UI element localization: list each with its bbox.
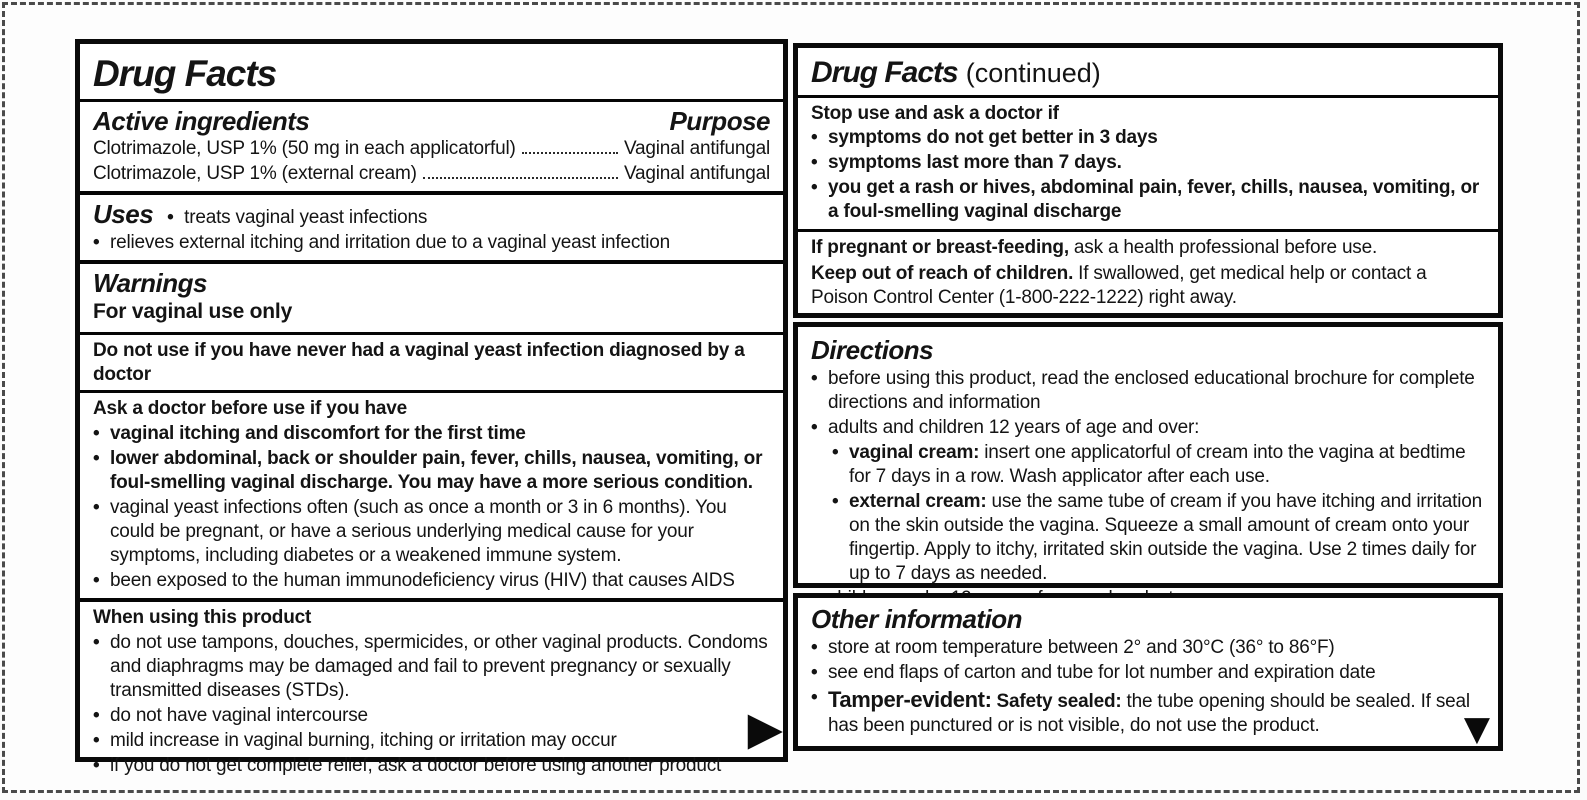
ask-doctor-bullet: • been exposed to the human immunodeficiency virus (HIV) that causes AIDS (93, 569, 770, 593)
directions-sub-bullet: • vaginal cream: insert one applicatorful of cream into the vagina at bedtime for 7 days in a row. Wash applicator after each use. (832, 441, 1485, 489)
warnings-subheading: For vaginal use only (93, 300, 293, 324)
ingredient-purpose: Vaginal antifungal (623, 163, 770, 185)
pregnancy-section (798, 232, 1498, 314)
uses-section (80, 195, 783, 260)
ingredient-name: Clotrimazole, USP 1% (external cream) (93, 163, 417, 185)
other-information-heading: Other information (811, 604, 1023, 634)
panel-title: Drug Facts (93, 53, 277, 94)
when-using-bullet: • do not use tampons, douches, spermicides, or other vaginal products. Condoms and diaphragms may be damaged and fail to prevent pregnancy or sexually transmitted diseases (STDs). (93, 631, 770, 703)
active-ingredients-heading: Active ingredients (93, 106, 310, 137)
continue-right-arrow-icon: ▶ (747, 701, 783, 755)
coupon-cut-border (2, 2, 1580, 793)
tamper-evident-bullet: • Tamper-evident: Safety sealed: the tube opening should be sealed. If seal has been punctured or is not visible, do not use the product. (811, 686, 1485, 738)
continued-title: Drug Facts (811, 56, 958, 89)
vaginal-cream-lead: vaginal cream: (849, 442, 980, 463)
purpose-heading: Purpose (669, 106, 770, 137)
directions-bullet: • adults and children 12 years of age and over: (811, 416, 1485, 440)
continued-suffix: (continued) (965, 58, 1101, 88)
uses-bullet: • relieves external itching and irritation due to a vaginal yeast infection (93, 231, 770, 255)
external-cream-lead: external cream: (849, 490, 987, 512)
ingredient-purpose: Vaginal antifungal (623, 138, 770, 160)
active-ingredients-section (80, 102, 783, 191)
stop-use-lead: Stop use and ask a doctor if (811, 102, 1059, 124)
ask-doctor-section (80, 393, 783, 598)
uses-bullet: • treats vaginal yeast infections (167, 206, 427, 230)
ask-doctor-bullet: • vaginal itching and discomfort for the first time (93, 422, 770, 446)
ingredient-row (93, 137, 770, 162)
ingredient-name: Clotrimazole, USP 1% (50 mg in each applicatorful) (93, 138, 516, 160)
dotted-leader (522, 152, 618, 154)
directions-bullet: • before using this product, read the enclosed educational brochure for complete directions and information (811, 367, 1485, 415)
do-not-use-text: Do not use if you have never had a vaginal yeast infection diagnosed by a doctor (93, 339, 745, 385)
drug-facts-continued-panel (793, 43, 1503, 318)
directions-panel (793, 322, 1503, 588)
stop-use-bullet: • symptoms last more than 7 days. (811, 151, 1485, 175)
when-using-bullet: • if you do not get complete relief, ask a doctor before using another product (93, 754, 770, 778)
ask-doctor-lead: Ask a doctor before use if you have (93, 398, 407, 420)
keep-out-text: If swallowed, get medical help or contact a Poison Control Center (1-800-222-1222) right away. (811, 263, 1427, 309)
tamper-evident-lead: Tamper-evident: (828, 687, 992, 713)
uses-heading: Uses (93, 198, 154, 229)
pregnancy-text: ask a health professional before use. (1073, 237, 1378, 259)
warnings-heading-section (80, 264, 783, 332)
other-information-panel (793, 593, 1503, 751)
ask-doctor-bullet: • lower abdominal, back or shoulder pain, fever, chills, nausea, vomiting, or foul-smelling vaginal discharge. You may have a more serious condition. (93, 447, 770, 495)
keep-out-lead: Keep out of reach of children. (811, 263, 1074, 285)
ingredient-row (93, 162, 770, 187)
dotted-leader (423, 177, 618, 179)
when-using-bullet: • do not have vaginal intercourse (93, 704, 770, 728)
stop-use-section (798, 98, 1498, 230)
stop-use-bullet: • symptoms do not get better in 3 days (811, 126, 1485, 150)
directions-heading: Directions (811, 335, 934, 365)
other-info-bullet: • see end flaps of carton and tube for lot number and expiration date (811, 661, 1485, 685)
other-info-bullet: • store at room temperature between 2° and 30°C (36° to 86°F) (811, 636, 1485, 660)
directions-section (798, 327, 1498, 616)
safety-sealed-lead: Safety sealed: (996, 691, 1122, 713)
ask-doctor-bullet: • vaginal yeast infections often (such as once a month or 3 in 6 months). You could be pregnant, or have a serious underlying medical cause for your symptoms, including diabetes or a weakened immune system. (93, 496, 770, 568)
warnings-heading: Warnings (93, 267, 207, 298)
do-not-use-section (80, 335, 783, 391)
stop-use-bullet: • you get a rash or hives, abdominal pain, fever, chills, nausea, vomiting, or a foul-smelling vaginal discharge (811, 176, 1485, 224)
other-information-section (798, 598, 1498, 743)
continue-down-arrow-icon: ▼ (1463, 709, 1490, 749)
pregnancy-lead: If pregnant or breast-feeding, (811, 237, 1069, 259)
when-using-lead: When using this product (93, 606, 312, 628)
when-using-section (80, 602, 783, 783)
directions-sub-bullet: • external cream: use the same tube of cream if you have itching and irritation on the skin outside the vagina. Squeeze a small amount of cream onto your fingertip. Apply to itchy, irritated skin outside the vagina. Use 2 times daily for up to 7 days as needed. (832, 490, 1485, 586)
when-using-bullet: • mild increase in vaginal burning, itching or irritation may occur (93, 729, 770, 753)
drug-facts-panel (75, 39, 788, 776)
